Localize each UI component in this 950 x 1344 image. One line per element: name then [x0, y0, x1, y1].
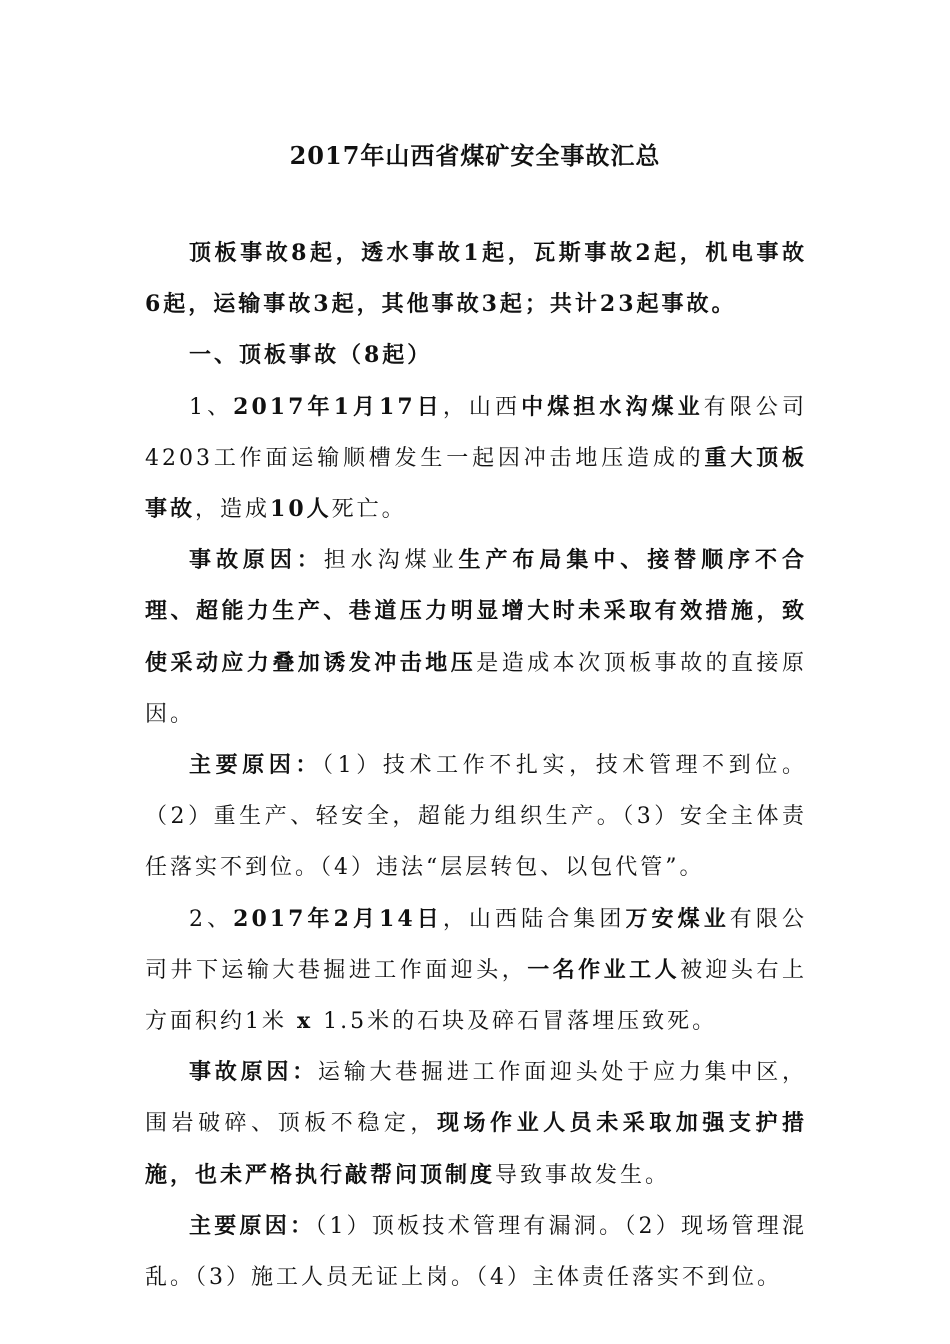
item-1-company: 中煤担水沟煤业 — [521, 393, 704, 420]
item-1-text-2: 有限公司4203工作面运输顺槽发生一起因冲击地压造成的 — [145, 394, 807, 471]
item-1-cause-paragraph — [145, 535, 807, 740]
item-1-cause-text-1: 担水沟煤业 — [323, 548, 459, 574]
item-1-cause-bold: 生产布局集中、接替顺序不合理、超能力生产、巷道压力明显增大时未采取有效措施，致使采动应力叠加诱发冲击地压 — [145, 547, 807, 676]
item-1-accident-type: 重大顶板事故 — [145, 444, 807, 523]
item-1-main-cause-paragraph — [145, 740, 807, 894]
item-1-deaths: 10人 — [270, 496, 332, 523]
item-2-text-4: 1.5米的石块及碎石冒落埋压致死。 — [323, 1009, 718, 1035]
item-2-cause-label: 事故原因： — [189, 1059, 318, 1086]
item-2-victim: 一名作业工人 — [527, 956, 681, 983]
item-2-cause-bold: 现场作业人员未采取加强支护措施，也未严格执行敲帮问顶制度 — [145, 1110, 807, 1188]
document-body — [145, 228, 807, 1303]
document-title: 2017年山西省煤矿安全事故汇总 — [289, 141, 661, 170]
item-1-main-text: （1）技术工作不扎实，技术管理不到位。（2）重生产、轻安全，超能力组织生产。（3）安全主体责任落实不到位。（4）违法“层层转包、以包代管”。 — [145, 753, 807, 881]
item-2-cause-paragraph — [145, 1047, 807, 1201]
item-2-number: 2、 — [189, 906, 234, 932]
item-2-times-sign: x — [297, 1008, 314, 1035]
item-1-main-label: 主要原因： — [189, 752, 323, 779]
item-2-text-2: 有限公司井下运输大巷掘进工作面迎头， — [145, 906, 807, 983]
item-1-text-3: ，造成 — [195, 497, 271, 523]
item-2-cause-text-2: 导致事故发生。 — [495, 1162, 671, 1188]
item-2-text-1: ，山西陆合集团 — [442, 906, 626, 932]
item-1-number: 1、 — [189, 394, 234, 420]
item-2-date: 2017年2月14日 — [233, 905, 443, 932]
item-1-text-1: ，山西 — [442, 394, 522, 420]
summary-paragraph: 顶板事故8起，透水事故1起，瓦斯事故2起，机电事故6起，运输事故3起，其他事故3起；共计23起事故。 — [145, 240, 807, 318]
item-2-main-cause-paragraph — [145, 1201, 807, 1303]
item-1-text-4: 死亡。 — [331, 497, 407, 523]
section-heading-roof-accidents: 一、顶板事故（8起） — [189, 342, 433, 369]
item-2-company: 万安煤业 — [625, 905, 730, 932]
item-2-cause-text-1: 运输大巷掘进工作面迎头处于应力集中区，围岩破碎、顶板不稳定， — [145, 1060, 807, 1137]
item-1-paragraph — [145, 382, 807, 536]
item-1-date: 2017年1月17日 — [233, 393, 443, 420]
item-1-cause-label: 事故原因： — [189, 547, 324, 574]
item-1-cause-text-2: 是造成本次顶板事故的直接原因。 — [145, 650, 807, 727]
item-2-main-label: 主要原因： — [189, 1212, 316, 1239]
item-2-main-text: （1）顶板技术管理有漏洞。（2）现场管理混乱。（3）施工人员无证上岗。（4）主体责任落实不到位。 — [145, 1213, 807, 1291]
item-2-paragraph — [145, 894, 807, 1048]
item-2-text-3: 被迎头右上方面积约1米 — [145, 957, 807, 1035]
